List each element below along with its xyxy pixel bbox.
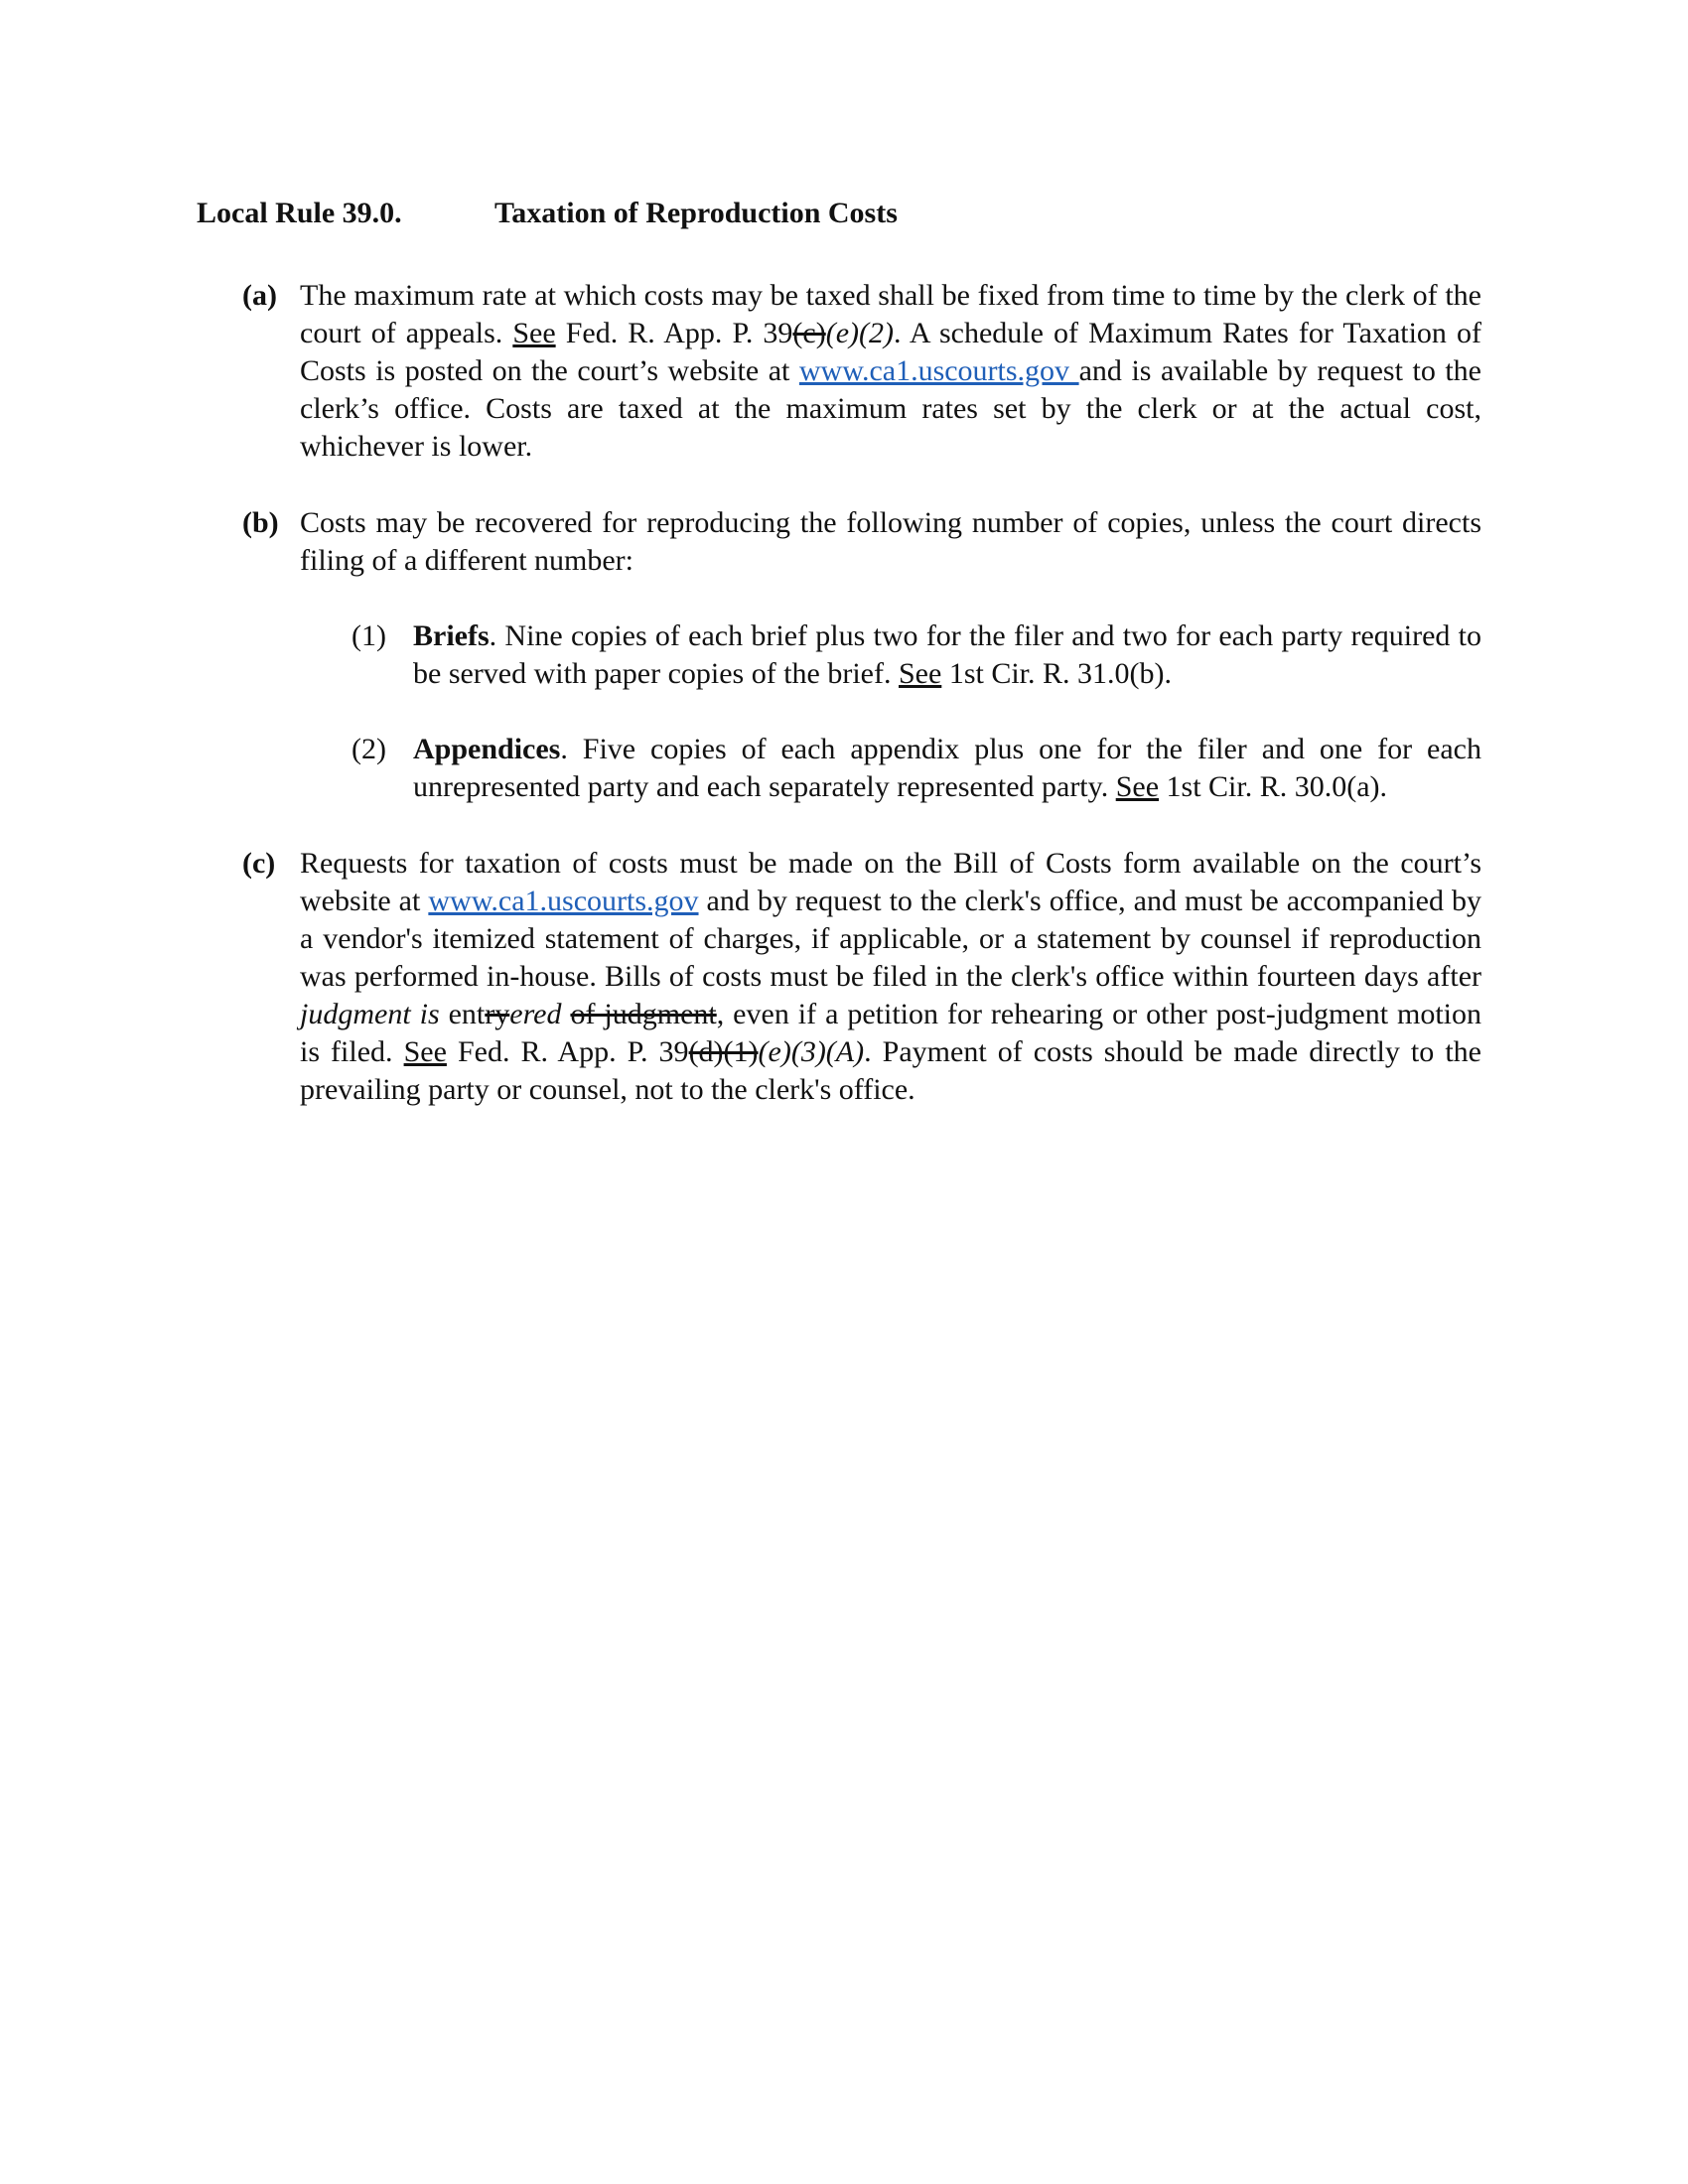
deleted-text: (d)(1) [688, 1035, 759, 1068]
paragraph-a-text-end: and is available by request to the clerk’s office. Costs are taxed at the maximum rates set by the clerk or at the actual cost, whichever is lower. [300, 354, 1481, 463]
briefs-text: . Nine copies of each brief plus two for the filer and two for each party required to be served with paper copies of the brief. [413, 619, 1481, 690]
inserted-text: judgment is [300, 998, 440, 1030]
paragraph-a-text: The maximum rate at which costs may be taxed shall be fixed from time to time by the clerk of the court of appeals. [300, 279, 1481, 349]
subparagraph-briefs [352, 617, 1481, 693]
paragraph-c-text-cont: and by request to the clerk's office, and must be accompanied by a vendor's itemized statement of charges, if applicable, or a statement by counsel if reproduction was performed in-house. Bills of costs must be filed in the clerk's office within fourteen days after [300, 885, 1481, 993]
paragraph-c-text: Requests for taxation of costs must be made on the Bill of Costs form available on the court’s website at [300, 847, 1481, 917]
see-signal: See [898, 657, 942, 690]
rule-heading [197, 197, 898, 230]
inserted-text: (e)(2) [825, 317, 894, 349]
paragraph-c-label: (c) [242, 847, 276, 880]
inserted-text: (e)(3)(A) [758, 1035, 865, 1068]
briefs-title: Briefs [413, 619, 490, 652]
deleted-text: of judgment [570, 998, 717, 1030]
subparagraph-2-label: (2) [352, 733, 386, 765]
deleted-text: ry [485, 998, 510, 1030]
appendices-text: . Five copies of each appendix plus one for the filer and one for each unrepresented party and each separately represented party. [413, 733, 1481, 803]
see-signal: See [403, 1035, 447, 1068]
subparagraph-appendices [352, 731, 1481, 806]
paragraph-c-text-part: , even if a petition for rehearing or other post-judgment motion is filed. [300, 998, 1482, 1068]
court-website-link[interactable]: www.ca1.uscourts.gov [798, 354, 1079, 387]
briefs-citation: 1st Cir. R. 31.0(b). [941, 657, 1172, 690]
paragraph-b [242, 504, 1481, 580]
inserted-text: ered [509, 998, 562, 1030]
paragraph-c-text-end: . Payment of costs should be made directly to the prevailing party or counsel, not to the clerk's office. [300, 1035, 1481, 1106]
appendices-title: Appendices [413, 733, 561, 765]
paragraph-b-text: Costs may be recovered for reproducing the following number of copies, unless the court directs filing of a different number: [300, 506, 1481, 577]
see-signal: See [512, 317, 556, 349]
paragraph-a-text-cont: . A schedule of Maximum Rates for Taxation of Costs is posted on the court’s website at [300, 317, 1481, 387]
paragraph-a-label: (a) [242, 279, 277, 312]
deleted-text: (c) [792, 317, 826, 349]
paragraph-c [242, 845, 1482, 1109]
paragraph-b-label: (b) [242, 506, 279, 539]
rule-title: Taxation of Reproduction Costs [494, 197, 898, 229]
appendices-citation: 1st Cir. R. 30.0(a). [1159, 770, 1388, 803]
see-signal: See [1115, 770, 1160, 803]
rule-number: Local Rule 39.0. [197, 197, 402, 229]
citation-text: Fed. R. App. P. 39 [446, 1035, 689, 1068]
citation-text: Fed. R. App. P. 39 [555, 317, 793, 349]
paragraph-c-text-part: ent [439, 998, 486, 1030]
subparagraph-1-label: (1) [352, 619, 386, 652]
court-website-link[interactable]: www.ca1.uscourts.gov [428, 885, 699, 917]
paragraph-a [242, 277, 1481, 466]
